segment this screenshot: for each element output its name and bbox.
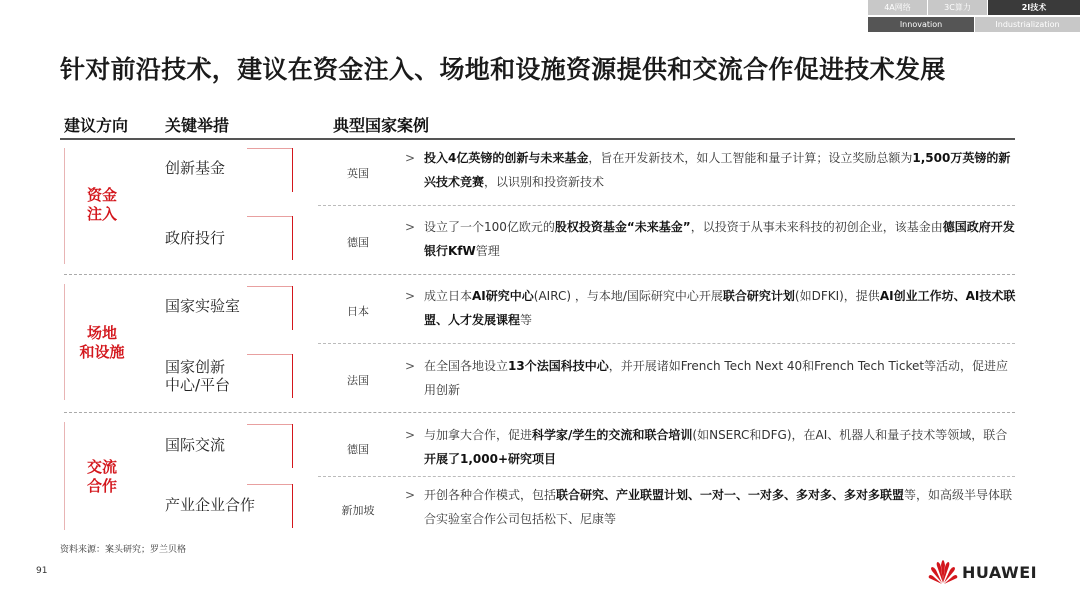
- category-facilities: [64, 324, 140, 362]
- chevron-right-icon: >: [405, 151, 416, 165]
- case-segment: 与加拿大合作，促进: [424, 428, 533, 442]
- measure-label: 国家创新: [165, 358, 226, 376]
- case-highlight: AI研究中心: [472, 289, 534, 303]
- country-label: 日本: [347, 305, 369, 318]
- measure-label: 国家实验室: [165, 297, 241, 315]
- measure-bracket: [247, 484, 293, 485]
- case-highlight: 投入4亿英镑的创新与未来基金: [424, 151, 589, 165]
- measure-bracket: [247, 216, 293, 217]
- nav-tab-2i[interactable]: 2I技术: [988, 0, 1080, 15]
- case-text: [424, 284, 1017, 332]
- measure-label: 中心/平台: [165, 376, 231, 394]
- case-highlight: 联合研究、产业联盟计划、一对一、一对多、多对多、多对多联盟: [556, 488, 905, 502]
- category-funding: [64, 186, 140, 224]
- case-highlight: 科学家/学生的交流和联合培训: [532, 428, 693, 442]
- case-segment: ，以投资于从事未来科技的初创企业，该基金由: [690, 220, 943, 234]
- case-segment: 等，如高级半导体联合实验室合作公司包括松下、尼康等: [424, 488, 1013, 526]
- case-highlight: 13个法国科技中心: [508, 359, 609, 373]
- measure-bracket: [292, 354, 293, 398]
- case-segment: 成立日本: [424, 289, 473, 303]
- measure-bracket: [247, 148, 293, 149]
- measure-national-lab: [165, 297, 240, 315]
- huawei-flower-icon: [928, 559, 958, 585]
- case-text: [424, 483, 1017, 531]
- measure-gov-investment-bank: [165, 229, 225, 247]
- nav-tab-4a[interactable]: 4A网络: [868, 0, 927, 15]
- row-divider: [318, 343, 1015, 344]
- section-nav: [868, 0, 1080, 32]
- case-segment: ，旨在开发新技术，如人工智能和量子计算；设立奖励总额为: [588, 151, 913, 165]
- case-segment: (如DFKI)，提供: [794, 289, 880, 303]
- category-label: 合作: [86, 477, 117, 495]
- measure-label: 创新基金: [165, 159, 226, 177]
- case-highlight: 联合研究计划: [722, 289, 795, 303]
- group-divider: [64, 274, 1015, 275]
- chevron-right-icon: >: [405, 359, 416, 373]
- case-segment: ，并开展诸如French Tech Next 40和French Tech Ticket等活动，促进应用创新: [424, 359, 1009, 397]
- case-text: [424, 146, 1017, 194]
- case-segment: ，以识别和投资新技术: [484, 175, 605, 189]
- measure-bracket: [292, 148, 293, 192]
- country-label: 新加坡: [341, 504, 375, 517]
- page-number: 91: [36, 566, 48, 576]
- measure-bracket: [292, 286, 293, 330]
- case-segment: 等: [520, 313, 533, 327]
- category-label: 和设施: [79, 343, 125, 361]
- measure-industry-cooperation: [165, 496, 255, 514]
- measure-bracket: [292, 216, 293, 260]
- header-direction: 建议方向: [64, 116, 129, 135]
- row-divider: [318, 205, 1015, 206]
- case-highlight: 1,500万英镑的新兴技术竞赛: [424, 151, 1011, 189]
- measure-bracket: [247, 354, 293, 355]
- case-text: [424, 215, 1017, 263]
- row-divider: [318, 476, 1015, 477]
- header-measures: 关键举措: [165, 116, 230, 135]
- case-highlight: 开展了1,000+研究项目: [424, 452, 557, 466]
- header-cases: 典型国家案例: [333, 116, 430, 135]
- chevron-right-icon: >: [405, 428, 416, 442]
- page-title: 针对前沿技术，建议在资金注入、场地和设施资源提供和交流合作促进技术发展: [60, 55, 946, 84]
- country-label: 法国: [347, 374, 369, 387]
- nav-subtab-innovation[interactable]: Innovation: [868, 17, 974, 32]
- category-cooperation: [64, 458, 140, 496]
- country-label: 英国: [347, 167, 369, 180]
- country-label: 德国: [347, 236, 369, 249]
- measure-bracket: [247, 286, 293, 287]
- source-note: 资料来源：案头研究；罗兰贝格: [60, 545, 187, 555]
- measure-innovation-center: [165, 358, 230, 394]
- measure-bracket: [292, 484, 293, 528]
- measure-international-exchange: [165, 436, 225, 454]
- case-segment: 开创各种合作模式，包括: [424, 488, 557, 502]
- nav-tab-3c[interactable]: 3C算力: [928, 0, 987, 15]
- case-segment: (AIRC) ，与本地/国际研究中心开展: [533, 289, 723, 303]
- case-segment: 设立了一个100亿欧元的: [424, 220, 555, 234]
- measure-bracket: [247, 424, 293, 425]
- case-highlight: 股权投资基金“未来基金”: [554, 220, 691, 234]
- category-label: 资金: [86, 186, 117, 204]
- case-segment: 在全国各地设立: [424, 359, 509, 373]
- case-text: [424, 423, 1017, 471]
- measure-label: 国际交流: [165, 436, 226, 454]
- brand-name: HUAWEI: [962, 563, 1038, 582]
- case-text: [424, 354, 1017, 402]
- header-divider: [60, 138, 1015, 140]
- huawei-logo: [928, 559, 1046, 585]
- measure-label: 政府投行: [165, 229, 226, 247]
- country-label: 德国: [347, 443, 369, 456]
- category-label: 交流: [86, 458, 117, 476]
- nav-subtab-industrialization[interactable]: Industrialization: [975, 17, 1080, 32]
- measure-label: 产业企业合作: [165, 496, 256, 514]
- chevron-right-icon: >: [405, 220, 416, 234]
- category-label: 注入: [86, 205, 117, 223]
- case-highlight: AI创业工作坊、AI技术联盟、人才发展课程: [424, 289, 1016, 327]
- category-label: 场地: [86, 324, 117, 342]
- group-divider: [64, 412, 1015, 413]
- measure-bracket: [292, 424, 293, 468]
- case-highlight: 德国政府开发银行KfW: [424, 220, 1015, 258]
- measure-innovation-fund: [165, 159, 225, 177]
- case-segment: 管理: [475, 244, 500, 258]
- chevron-right-icon: >: [405, 289, 416, 303]
- case-segment: (如NSERC和DFG)，在AI、机器人和量子技术等领域，联合: [692, 428, 1008, 442]
- chevron-right-icon: >: [405, 488, 416, 502]
